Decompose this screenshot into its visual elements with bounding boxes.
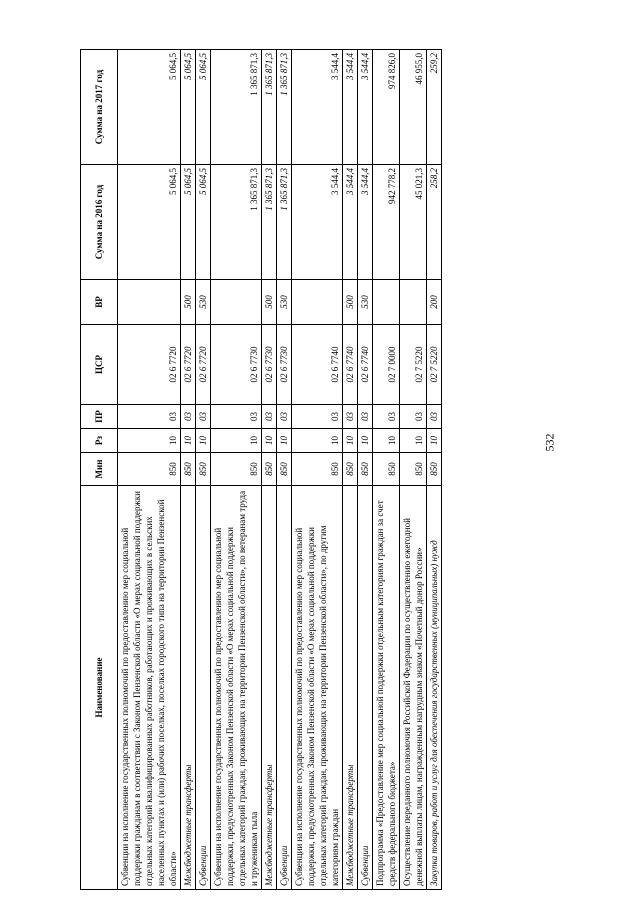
row-pr-cell: 03 xyxy=(277,405,292,429)
row-csr-cell: 02 7 5220 xyxy=(427,325,442,405)
row-sum-2016-cell: 45 021,3 xyxy=(400,165,427,280)
row-name-cell: Межбюджетные трансферты xyxy=(262,486,277,890)
row-pr-cell: 03 xyxy=(211,405,262,429)
row-vr-cell: 500 xyxy=(181,280,196,325)
row-vr-cell: 530 xyxy=(277,280,292,325)
row-min-cell: 850 xyxy=(427,453,442,486)
header-csr: ЦСР xyxy=(81,325,118,405)
row-min-cell: 850 xyxy=(277,453,292,486)
row-sum-2016-cell: 1 365 871,3 xyxy=(277,165,292,280)
row-min-cell: 850 xyxy=(181,453,196,486)
row-sum-2016-cell: 3 544,4 xyxy=(343,165,358,280)
row-name-cell: Субвенции на исполнение государственных полномочий по предоставлению мер социальной поддержки, предусмотренных Законом Пензенской области «О мерах социальной поддержки отдельных категорий граждан, проживающих на территории Пензенской области», по другим категориям граждан xyxy=(292,486,343,890)
table-row xyxy=(277,50,292,890)
row-sum-2017-cell: 3 544,4 xyxy=(343,50,358,165)
row-sum-2016-cell: 258,2 xyxy=(427,165,442,280)
rotated-table-container xyxy=(80,50,540,890)
row-pr-cell: 03 xyxy=(292,405,343,429)
row-sum-2017-cell: 3 544,4 xyxy=(358,50,373,165)
row-rz-cell: 10 xyxy=(196,429,211,453)
row-min-cell: 850 xyxy=(118,453,181,486)
budget-table xyxy=(80,49,442,890)
row-pr-cell: 03 xyxy=(373,405,400,429)
row-name-cell: Субвенции xyxy=(358,486,373,890)
row-vr-cell xyxy=(211,280,262,325)
row-sum-2016-cell: 5 064,5 xyxy=(181,165,196,280)
row-sum-2016-cell: 1 365 871,3 xyxy=(262,165,277,280)
row-csr-cell: 02 6 7730 xyxy=(211,325,262,405)
row-sum-2017-cell: 3 544,4 xyxy=(292,50,343,165)
row-min-cell: 850 xyxy=(211,453,262,486)
row-name-cell: Осуществление переданного полномочия Российской Федерации по осуществлению ежегодной денежной выплаты лицам, награжденным нагрудным знаком «Почетный донор России» xyxy=(400,486,427,890)
row-rz-cell: 10 xyxy=(400,429,427,453)
row-rz-cell: 10 xyxy=(373,429,400,453)
row-name-cell: Субвенции xyxy=(196,486,211,890)
header-sum-2016: Сумма на 2016 год xyxy=(81,165,118,280)
row-pr-cell: 03 xyxy=(400,405,427,429)
row-min-cell: 850 xyxy=(373,453,400,486)
row-vr-cell: 530 xyxy=(196,280,211,325)
row-sum-2016-cell: 5 064,5 xyxy=(118,165,181,280)
row-min-cell: 850 xyxy=(400,453,427,486)
row-pr-cell: 03 xyxy=(118,405,181,429)
row-vr-cell: 530 xyxy=(358,280,373,325)
row-rz-cell: 10 xyxy=(292,429,343,453)
row-pr-cell: 03 xyxy=(196,405,211,429)
table-row xyxy=(292,50,343,890)
row-min-cell: 850 xyxy=(262,453,277,486)
row-csr-cell: 02 6 7720 xyxy=(118,325,181,405)
row-rz-cell: 10 xyxy=(262,429,277,453)
row-vr-cell xyxy=(373,280,400,325)
row-csr-cell: 02 6 7740 xyxy=(358,325,373,405)
row-csr-cell: 02 6 7720 xyxy=(181,325,196,405)
row-min-cell: 850 xyxy=(196,453,211,486)
row-name-cell: Закупка товаров, работ и услуг для обеспечения государственных (муниципальных) нужд xyxy=(427,486,442,890)
table-row xyxy=(262,50,277,890)
table-row xyxy=(427,50,442,890)
row-csr-cell: 02 6 7730 xyxy=(277,325,292,405)
row-csr-cell: 02 7 0000 xyxy=(373,325,400,405)
header-vr: ВР xyxy=(81,280,118,325)
row-sum-2016-cell: 1 365 871,3 xyxy=(211,165,262,280)
row-sum-2017-cell: 5 064,5 xyxy=(196,50,211,165)
row-csr-cell: 02 6 7730 xyxy=(262,325,277,405)
row-pr-cell: 03 xyxy=(262,405,277,429)
row-csr-cell: 02 7 5220 xyxy=(400,325,427,405)
row-sum-2017-cell: 974 826,0 xyxy=(373,50,400,165)
header-min: Мин xyxy=(81,453,118,486)
row-vr-cell: 500 xyxy=(262,280,277,325)
row-csr-cell: 02 6 7740 xyxy=(343,325,358,405)
row-min-cell: 850 xyxy=(292,453,343,486)
row-sum-2017-cell: 46 955,0 xyxy=(400,50,427,165)
table-row xyxy=(181,50,196,890)
table-row xyxy=(211,50,262,890)
row-csr-cell: 02 6 7740 xyxy=(292,325,343,405)
row-pr-cell: 03 xyxy=(358,405,373,429)
table-row xyxy=(358,50,373,890)
row-rz-cell: 10 xyxy=(277,429,292,453)
row-min-cell: 850 xyxy=(343,453,358,486)
table-row xyxy=(400,50,427,890)
header-rz: Рз xyxy=(81,429,118,453)
row-sum-2016-cell: 942 778,2 xyxy=(373,165,400,280)
row-sum-2016-cell: 5 064,5 xyxy=(196,165,211,280)
row-vr-cell xyxy=(118,280,181,325)
row-sum-2017-cell: 259,2 xyxy=(427,50,442,165)
row-rz-cell: 10 xyxy=(427,429,442,453)
table-row xyxy=(196,50,211,890)
row-sum-2017-cell: 1 365 871,3 xyxy=(211,50,262,165)
row-name-cell: Подпрограмма «Предоставление мер социальной поддержки отдельным категориям граждан за счет средств федерального бюджета» xyxy=(373,486,400,890)
row-pr-cell: 03 xyxy=(181,405,196,429)
table-row xyxy=(373,50,400,890)
row-vr-cell xyxy=(292,280,343,325)
row-pr-cell: 03 xyxy=(427,405,442,429)
row-min-cell: 850 xyxy=(358,453,373,486)
row-csr-cell: 02 6 7720 xyxy=(196,325,211,405)
row-name-cell: Межбюджетные трансферты xyxy=(343,486,358,890)
row-rz-cell: 10 xyxy=(343,429,358,453)
row-vr-cell: 500 xyxy=(343,280,358,325)
table-row xyxy=(118,50,181,890)
header-name: Наименование xyxy=(81,486,118,890)
row-rz-cell: 10 xyxy=(211,429,262,453)
row-name-cell: Субвенции на исполнение государственных полномочий по предоставлению мер социальной поддержки, предусмотренных Законом Пензенской области «О мерах социальной поддержки отдельных категорий граждан, проживающих на территории Пензенской области», по ветеранам труда и труженикам тыла xyxy=(211,486,262,890)
row-name-cell: Межбюджетные трансферты xyxy=(181,486,196,890)
row-pr-cell: 03 xyxy=(343,405,358,429)
table-body xyxy=(118,50,442,890)
row-name-cell: Субвенции xyxy=(277,486,292,890)
row-sum-2017-cell: 5 064,5 xyxy=(181,50,196,165)
row-name-cell: Субвенции на исполнение государственных полномочий по предоставлению мер социальной поддержки гражданам в соответствии с Законом Пензенской области «О мерах социальной поддержки отдельных категорий квалифицированных работников, работающих и проживающих в сельских населенных пунктах и (или) рабочих поселках, поселках городского типа на территории Пензенской области» xyxy=(118,486,181,890)
row-rz-cell: 10 xyxy=(181,429,196,453)
row-sum-2017-cell: 1 365 871,3 xyxy=(277,50,292,165)
header-pr: ПР xyxy=(81,405,118,429)
table-header-row xyxy=(81,50,118,890)
row-sum-2016-cell: 3 544,4 xyxy=(358,165,373,280)
table-row xyxy=(343,50,358,890)
row-sum-2016-cell: 3 544,4 xyxy=(292,165,343,280)
row-rz-cell: 10 xyxy=(358,429,373,453)
rotated-page-area xyxy=(80,50,640,886)
row-vr-cell xyxy=(400,280,427,325)
row-rz-cell: 10 xyxy=(118,429,181,453)
row-sum-2017-cell: 1 365 871,3 xyxy=(262,50,277,165)
header-sum-2017: Сумма на 2017 год xyxy=(81,50,118,165)
row-sum-2017-cell: 5 064,5 xyxy=(118,50,181,165)
page-number: 532 xyxy=(542,433,557,452)
row-vr-cell: 200 xyxy=(427,280,442,325)
